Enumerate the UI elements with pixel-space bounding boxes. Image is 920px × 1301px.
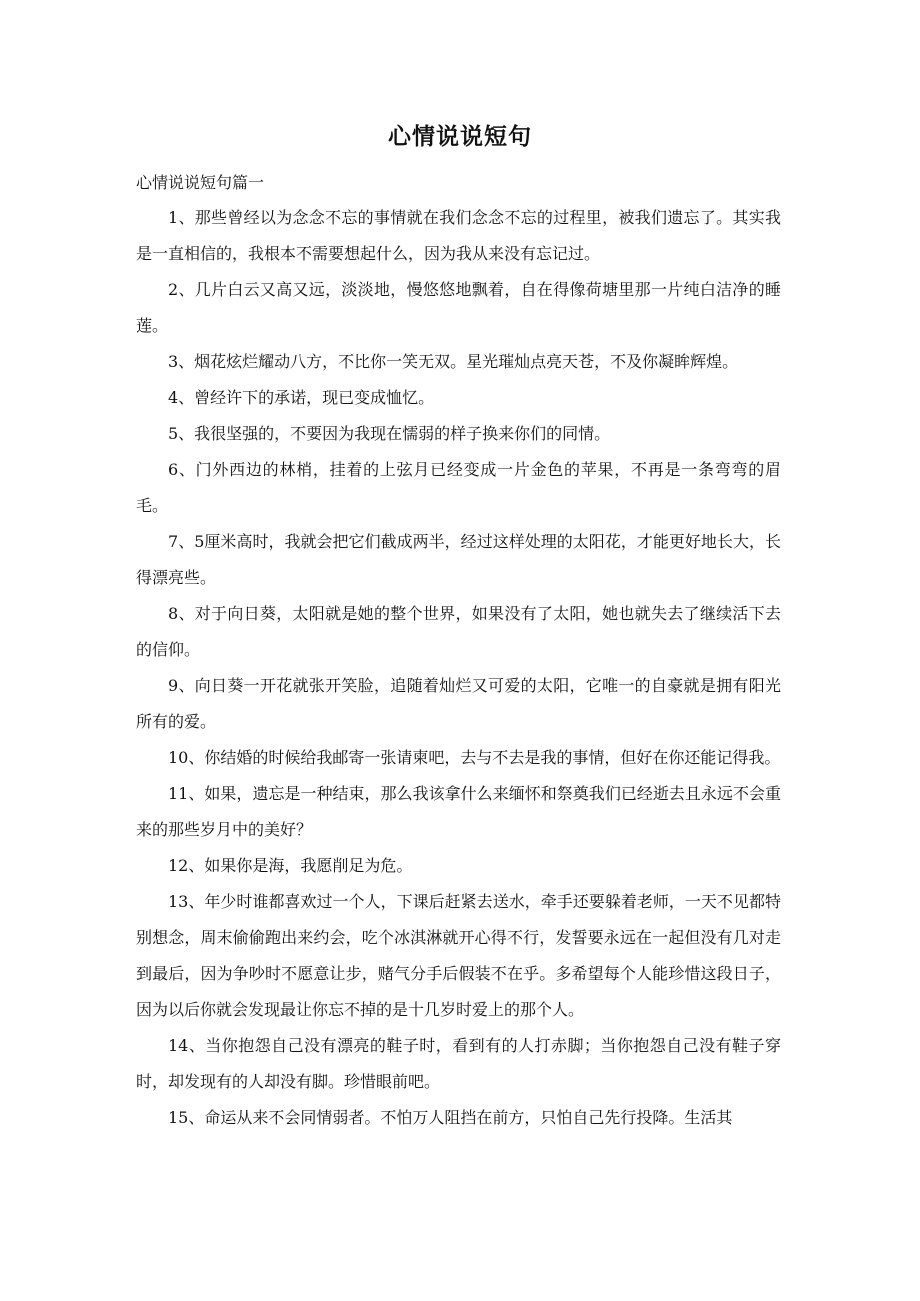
paragraph-11: 11、如果，遗忘是一种结束，那么我该拿什么来缅怀和祭奠我们已经逝去且永远不会重来的那些岁月中的美好？: [136, 784, 781, 839]
paragraph-9: 9、向日葵一开花就张开笑脸，追随着灿烂又可爱的太阳，它唯一的自豪就是拥有阳光所有的爱。: [136, 676, 781, 731]
paragraph-13: 13、年少时谁都喜欢过一个人，下课后赶紧去送水，牵手还要躲着老师，一天不见都特别想念，周末偷偷跑出来约会，吃个冰淇淋就开心得不行，发誓要永远在一起但没有几对走到最后，因为争吵时不愿意让步，赌气分手后假装不在乎。多希望每个人能珍惜这段日子，因为以后你就会发现最让你忘不掉的是十几岁时爱上的那个人。: [136, 892, 781, 1019]
paragraph-5: 5、我很坚强的，不要因为我现在懦弱的样子换来你们的同情。: [168, 424, 611, 443]
paragraph-8: 8、对于向日葵，太阳就是她的整个世界，如果没有了太阳，她也就失去了继续活下去的信仰。: [136, 604, 781, 659]
paragraph-1: 1、那些曾经以为念念不忘的事情就在我们念念不忘的过程里，被我们遗忘了。其实我是一直相信的，我根本不需要想起什么，因为我从来没有忘记过。: [136, 208, 781, 263]
paragraph-2: 2、几片白云又高又远，淡淡地，慢悠悠地飘着，自在得像荷塘里那一片纯白洁净的睡莲。: [136, 280, 781, 335]
paragraph-12: 12、如果你是海，我愿削足为危。: [168, 856, 413, 875]
document-title: 心情说说短句: [388, 124, 532, 150]
paragraph-10: 10、你结婚的时候给我邮寄一张请柬吧，去与不去是我的事情，但好在你还能记得我。: [168, 748, 781, 767]
paragraph-6: 6、门外西边的林梢，挂着的上弦月已经变成一片金色的苹果，不再是一条弯弯的眉毛。: [136, 460, 781, 515]
paragraph-15: 15、命运从来不会同情弱者。不怕万人阻挡在前方，只怕自己先行投降。生活其: [168, 1108, 733, 1127]
paragraph-7: 7、5厘米高时，我就会把它们截成两半，经过这样处理的太阳花，才能更好地长大，长得漂亮些。: [136, 532, 781, 587]
paragraph-3: 3、烟花炫烂耀动八方，不比你一笑无双。星光璀灿点亮天苍，不及你凝眸辉煌。: [168, 352, 739, 371]
paragraph-14: 14、当你抱怨自己没有漂亮的鞋子时，看到有的人打赤脚；当你抱怨自己没有鞋子穿时，却发现有的人却没有脚。珍惜眼前吧。: [136, 1036, 781, 1091]
paragraph-4: 4、曾经许下的承诺，现已变成恤忆。: [168, 388, 435, 407]
document-body: [136, 200, 781, 1136]
section-heading: 心情说说短句篇一: [136, 173, 265, 192]
